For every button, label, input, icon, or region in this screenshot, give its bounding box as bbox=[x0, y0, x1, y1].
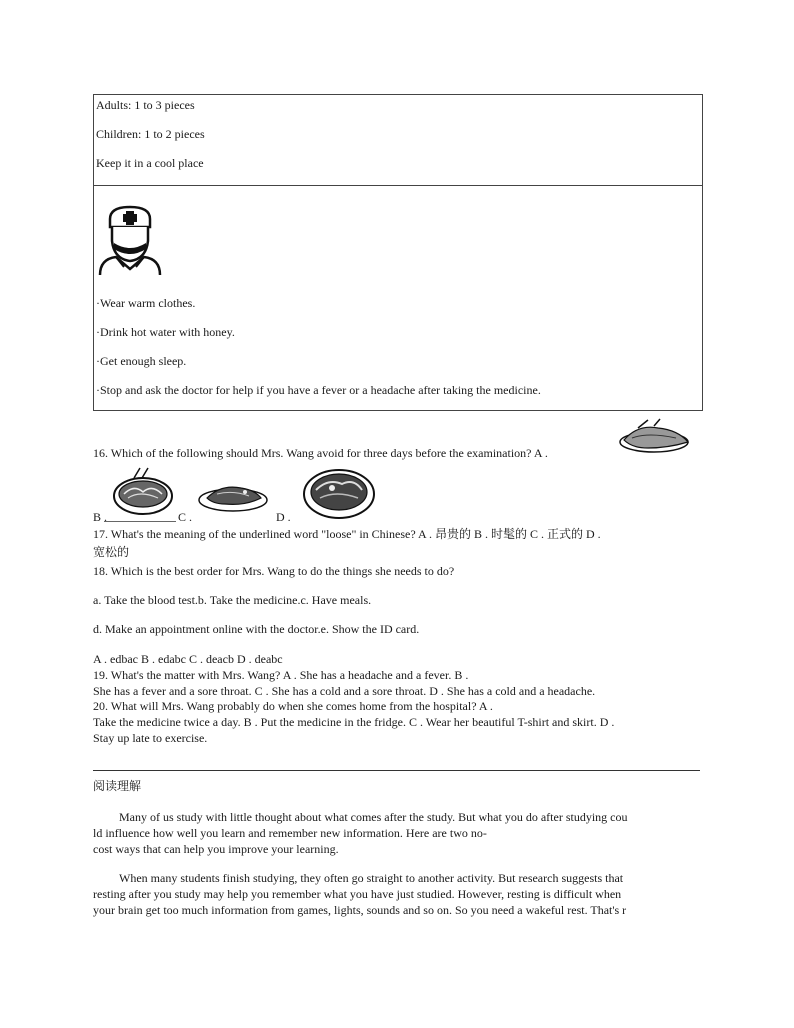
paragraph-1-line: ld influence how well you learn and remember new information. Here are two no- bbox=[93, 826, 487, 840]
answer-blank-line bbox=[104, 521, 176, 522]
question-18-steps-2: d. Make an appointment online with the doctor.e. Show the ID card. bbox=[93, 622, 420, 636]
section-heading: 阅读理解 bbox=[93, 779, 142, 793]
question-18-options: A . edbac B . edabc C . deacb D . deabc bbox=[93, 652, 283, 666]
paragraph-1-line: cost ways that can help you improve your learning. bbox=[93, 842, 339, 856]
paragraph-2-line: When many students finish studying, they often go straight to another activity. But research suggests that bbox=[119, 871, 624, 885]
food-option-b-image bbox=[110, 466, 176, 518]
food-option-a-image bbox=[618, 418, 692, 458]
adults-dosage: Adults: 1 to 3 pieces bbox=[96, 98, 195, 112]
question-17-continued: 宽松的 bbox=[93, 545, 130, 559]
advice-item: ·Get enough sleep. bbox=[96, 354, 187, 368]
question-19-options: She has a fever and a sore throat. C . She has a cold and a sore throat. D . She has a cold and a headache. bbox=[93, 684, 596, 698]
section-divider bbox=[93, 770, 700, 771]
advice-item: ·Stop and ask the doctor for help if you have a fever or a headache after taking the medicine. bbox=[96, 383, 541, 397]
question-18: 18. Which is the best order for Mrs. Wang to do the things she needs to do? bbox=[93, 564, 455, 578]
paragraph-2-line: resting after you study may help you remember what you have just studied. However, resting is difficult when bbox=[93, 887, 622, 901]
paragraph-1-line: Many of us study with little thought about what comes after the study. But what you do after studying cou bbox=[119, 810, 628, 824]
question-17: 17. What's the meaning of the underlined word "loose" in Chinese? A . 昂贵的 B . 时髦的 C . 正式的 D . bbox=[93, 527, 601, 541]
paragraph-2-line: your brain get too much information from games, lights, sounds and so on. So you need a wakeful rest. That's r bbox=[93, 903, 627, 917]
food-option-d-image bbox=[302, 464, 376, 520]
option-c-label: C . bbox=[178, 510, 193, 524]
question-16: 16. Which of the following should Mrs. Wang avoid for three days before the examination? A . bbox=[93, 446, 548, 460]
medicine-notice-box bbox=[93, 94, 703, 411]
food-option-c-image bbox=[197, 478, 269, 514]
question-20: 20. What will Mrs. Wang probably do when she comes home from the hospital? A . bbox=[93, 699, 493, 713]
advice-item: ·Wear warm clothes. bbox=[96, 296, 196, 310]
option-b-label: B . bbox=[93, 510, 108, 524]
storage-instruction: Keep it in a cool place bbox=[96, 156, 204, 170]
children-dosage: Children: 1 to 2 pieces bbox=[96, 127, 205, 141]
question-20-options: Take the medicine twice a day. B . Put the medicine in the fridge. C . Wear her beautiful T-shirt and skirt. D . bbox=[93, 715, 615, 729]
question-20-options-continued: Stay up late to exercise. bbox=[93, 731, 208, 745]
nurse-icon bbox=[96, 203, 164, 277]
box-divider bbox=[94, 185, 702, 186]
question-18-steps-1: a. Take the blood test.b. Take the medicine.c. Have meals. bbox=[93, 593, 372, 607]
question-19: 19. What's the matter with Mrs. Wang? A . She has a headache and a fever. B . bbox=[93, 668, 469, 682]
advice-item: ·Drink hot water with honey. bbox=[96, 325, 235, 339]
option-d-label: D . bbox=[276, 510, 291, 524]
